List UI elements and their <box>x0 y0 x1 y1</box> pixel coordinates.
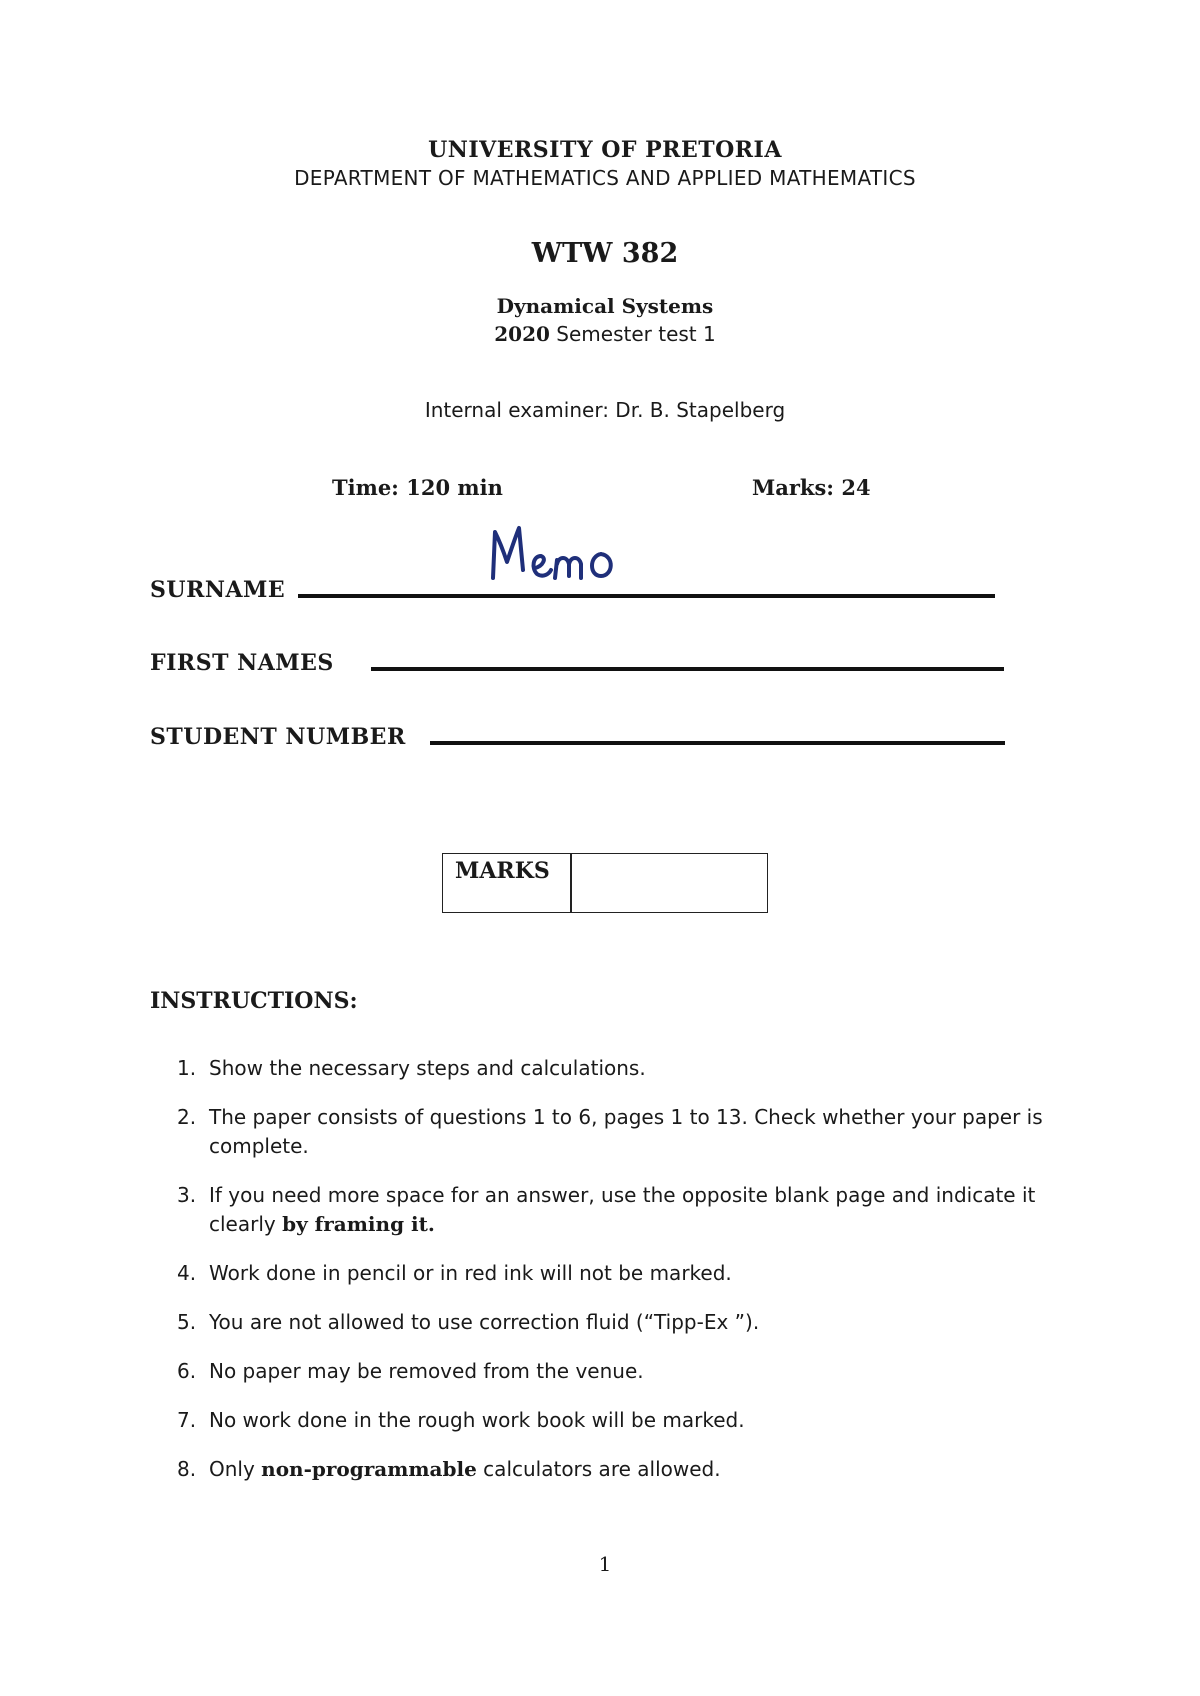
test-title <box>0 322 1200 346</box>
test-name: Semester test 1 <box>556 322 716 346</box>
course-name: Dynamical Systems <box>496 294 714 318</box>
list-item: 4. Work done in pencil or in red ink will not be marked. <box>177 1261 732 1285</box>
first-names-label: FIRST NAMES <box>150 650 334 676</box>
list-item: 8. Only non-programmable calculators are allowed. <box>177 1457 721 1481</box>
university-name: UNIVERSITY OF PRETORIA <box>428 137 782 163</box>
surname-handwritten-signature <box>485 520 635 590</box>
department-name: DEPARTMENT OF MATHEMATICS AND APPLIED MATHEMATICS <box>294 166 916 190</box>
surname-label: SURNAME <box>150 577 286 603</box>
list-item: 5. You are not allowed to use correction fluid (“Tipp-Ex ”). <box>177 1310 760 1334</box>
instructions-heading: INSTRUCTIONS: <box>150 988 358 1014</box>
marks-box-label: MARKS <box>455 858 550 884</box>
page-number: 1 <box>598 1552 612 1576</box>
list-item: 2. The paper consists of questions 1 to 6, pages 1 to 13. Check whether your paper is complete. <box>177 1105 1043 1158</box>
marks-box-divider <box>570 854 572 912</box>
instructions-list <box>177 1054 1077 1504</box>
student-number-label: STUDENT NUMBER <box>150 724 406 750</box>
list-item: 7. No work done in the rough work book will be marked. <box>177 1408 745 1432</box>
student-number-line[interactable] <box>430 741 1005 745</box>
marks-box <box>442 853 768 913</box>
first-names-line[interactable] <box>371 667 1004 671</box>
list-item: 3. If you need more space for an answer, use the opposite blank page and indicate it clearly by framing it. <box>177 1183 1036 1236</box>
surname-line[interactable] <box>298 594 995 598</box>
course-code: WTW 382 <box>531 238 679 269</box>
total-marks: Marks: 24 <box>752 475 871 500</box>
time-allowed: Time: 120 min <box>332 475 503 500</box>
list-item: 1. Show the necessary steps and calculations. <box>177 1056 646 1080</box>
list-item: 6. No paper may be removed from the venue. <box>177 1359 644 1383</box>
examiner: Internal examiner: Dr. B. Stapelberg <box>424 398 786 422</box>
test-year: 2020 <box>494 322 550 346</box>
